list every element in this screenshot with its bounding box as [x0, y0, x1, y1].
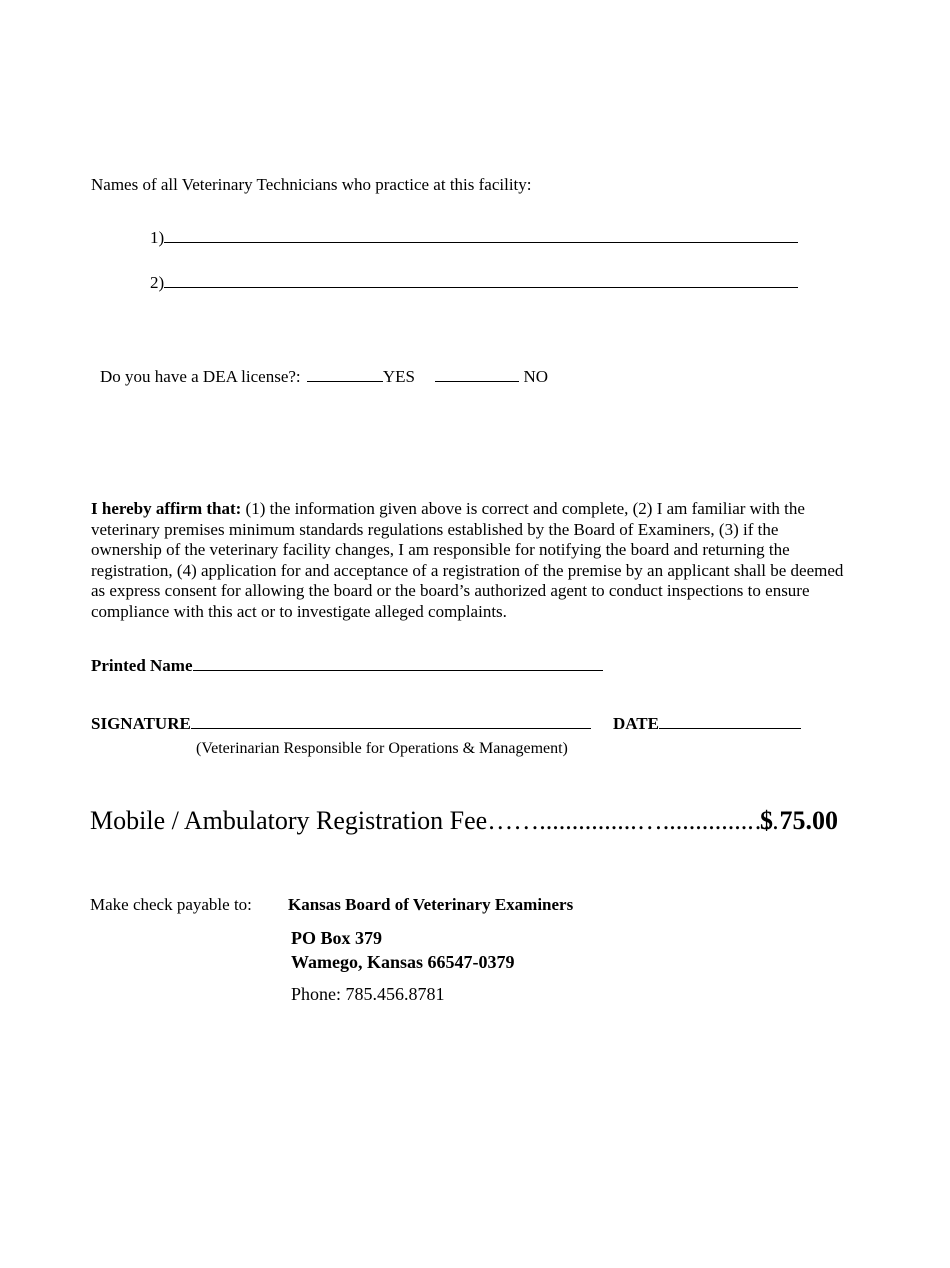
phone-number: Phone: 785.456.8781	[291, 984, 445, 1004]
address-line-2: Wamego, Kansas 66547-0379	[291, 952, 515, 972]
dea-no-field[interactable]	[435, 367, 519, 382]
technician-line-2	[150, 273, 798, 293]
printed-name-row	[91, 656, 603, 676]
technician-1-name-field[interactable]	[164, 228, 798, 243]
date-label: DATE	[613, 714, 659, 733]
affirmation-text: (1) the information given above is correct and complete, (2) I am familiar with the veterinary premises minimum standards regulations established by the Board of Examiners, (3) if the ownership of the veterinary facility changes, I am responsible for notifying the board and returning the registration, (4) application for and acceptance of a registration of the premise by an applicant shall be deemed as express consent for allowing the board or the board’s authorized agent to conduct inspections to ensure compliance with this act or to investigate alleged complaints.	[91, 499, 844, 621]
dea-yes-label: YES	[382, 367, 416, 386]
affirmation-paragraph	[91, 499, 851, 622]
affirmation-lead: I hereby affirm that:	[91, 499, 242, 518]
fee-leader: ……...............…..............…	[487, 806, 780, 835]
technician-line-2-label: 2)	[150, 273, 165, 292]
fee-amount: $ 75.00	[760, 806, 838, 835]
technician-line-1	[150, 228, 798, 248]
signature-row	[91, 714, 591, 734]
technicians-heading: Names of all Veterinary Technicians who practice at this facility:	[91, 175, 532, 194]
technician-2-name-field[interactable]	[164, 273, 798, 288]
signature-label: SIGNATURE	[91, 714, 191, 733]
dea-yes-field[interactable]	[307, 367, 383, 382]
fee-label: Mobile / Ambulatory Registration Fee	[90, 806, 488, 835]
payee-name: Kansas Board of Veterinary Examiners	[288, 895, 574, 914]
fee-row	[90, 806, 838, 836]
technician-line-1-label: 1)	[150, 228, 165, 247]
signature-field[interactable]	[191, 714, 591, 729]
printed-name-label: Printed Name	[91, 656, 193, 675]
signature-note: (Veterinarian Responsible for Operations & Management)	[196, 740, 568, 757]
address-line-1: PO Box 379	[291, 928, 383, 948]
dea-no-label: NO	[523, 367, 549, 386]
printed-name-field[interactable]	[193, 656, 603, 671]
date-row	[613, 714, 801, 734]
payment-label: Make check payable to:	[90, 895, 252, 914]
date-field[interactable]	[659, 714, 801, 729]
dea-question-row	[100, 367, 548, 387]
dea-question: Do you have a DEA license?:	[100, 367, 301, 386]
